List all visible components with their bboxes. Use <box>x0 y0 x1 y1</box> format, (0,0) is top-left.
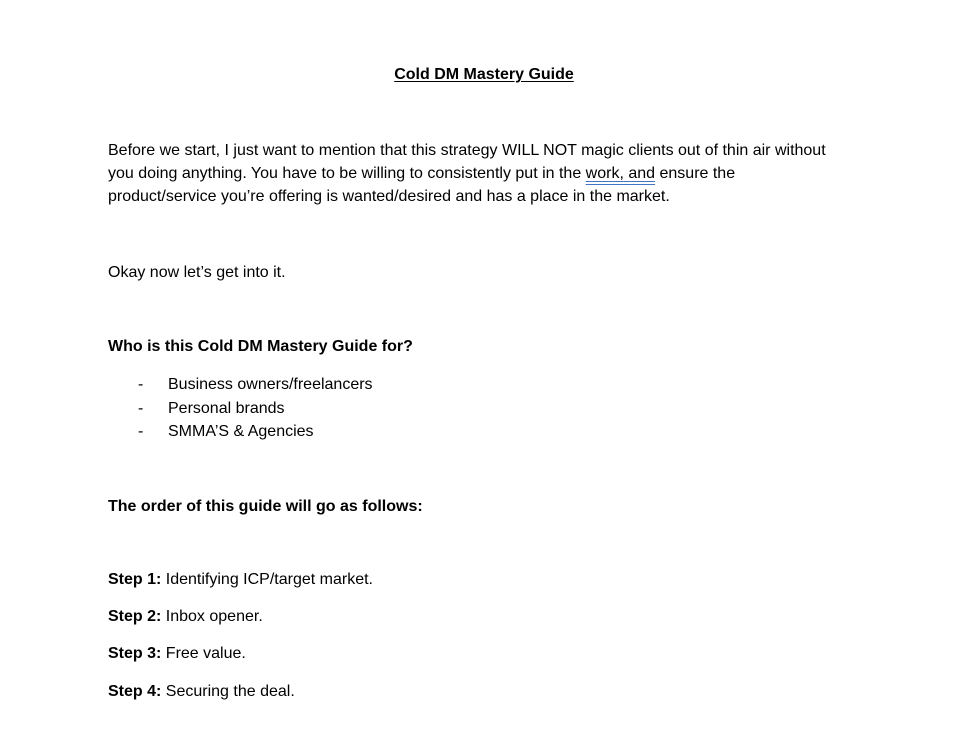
step-2 <box>108 606 263 628</box>
step-4 <box>108 681 295 703</box>
list-item <box>108 397 373 421</box>
document-title: Cold DM Mastery Guide <box>394 66 574 83</box>
order-heading: The order of this guide will go as follows: <box>108 498 423 515</box>
step-3 <box>108 643 246 665</box>
bullet-dash: - <box>138 399 144 417</box>
step-label: Step 4: <box>108 683 162 700</box>
step-text: Securing the deal. <box>161 683 295 700</box>
audience-list <box>108 373 373 444</box>
list-item-text: Personal brands <box>168 399 285 417</box>
audience-heading: Who is this Cold DM Mastery Guide for? <box>108 338 413 355</box>
grammar-flagged-text[interactable]: work, and <box>585 165 656 182</box>
list-item <box>108 373 373 397</box>
bullet-dash: - <box>138 376 144 393</box>
list-item-text: Business owners/freelancers <box>168 376 373 393</box>
step-text: Identifying ICP/target market. <box>161 571 373 588</box>
list-item-text: SMMA’S & Agencies <box>168 423 314 440</box>
intro-text-before: Before we start, I just want to mention that this strategy WILL NOT magic clients out of thin air without you doing anything. You have to be willing to consistently put in the <box>108 142 826 182</box>
okay-paragraph: Okay now let’s get into it. <box>108 264 286 281</box>
bullet-dash: - <box>138 423 144 440</box>
intro-paragraph <box>108 139 848 208</box>
step-text: Free value. <box>161 645 246 662</box>
step-1 <box>108 569 373 591</box>
step-label: Step 2: <box>108 608 162 625</box>
list-item <box>108 420 373 444</box>
intro-text-after: ensure the product/service you’re offering is wanted/desired and has a place in the market. <box>108 165 736 205</box>
step-text: Inbox opener. <box>161 608 263 625</box>
step-label: Step 1: <box>108 571 162 588</box>
step-label: Step 3: <box>108 645 162 662</box>
